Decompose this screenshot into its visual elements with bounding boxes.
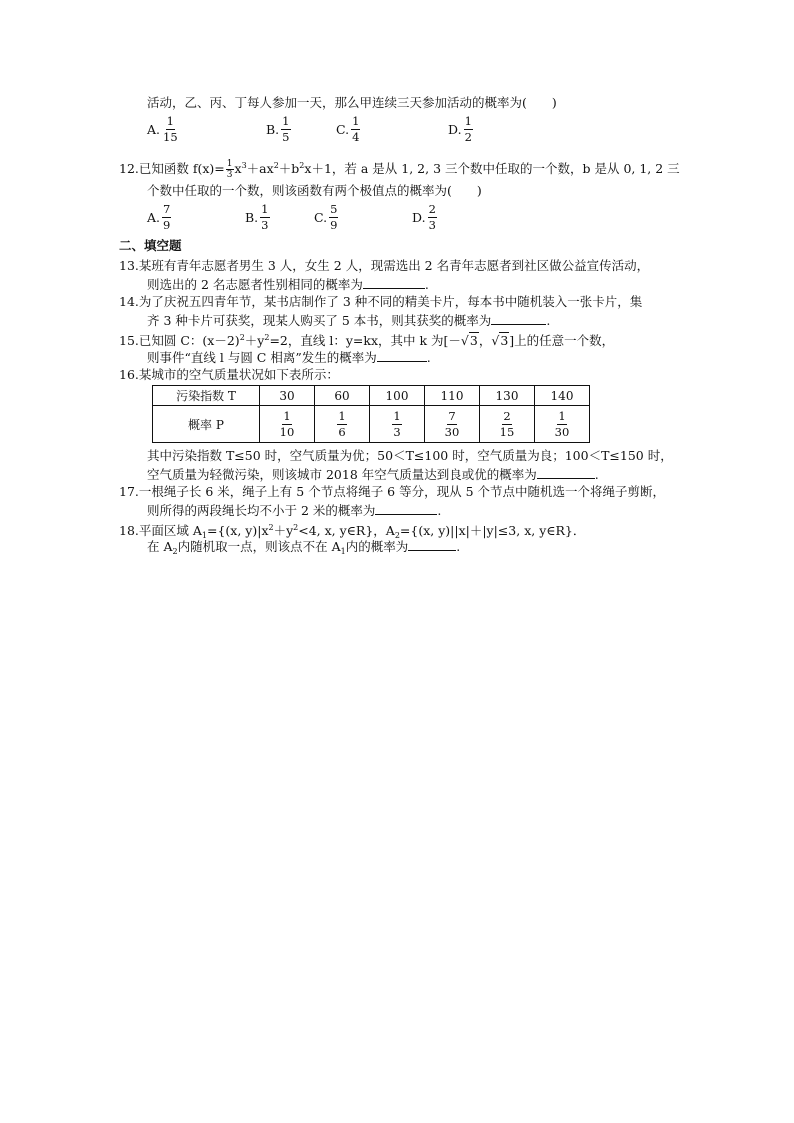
q11-option-b[interactable]: B. $\frac{1}{5}$ [266,114,290,144]
q15-line1: 15.已知圆 C：$(x-2)^2+y^2=2$，直线 l：y=kx，其中 k 为[－√3，√3]上的任意一个数， [119,333,615,348]
table-cell: 100 [370,386,425,406]
fraction: $\frac{1}{3}$ [261,202,269,232]
q17-line1: 17.一根绳子长 6 米，绳子上有 5 个节点将绳子 6 等分，现从 5 个节点中随机选一个将绳子剪断， [119,484,665,499]
q16-line1: 16.某城市的空气质量状况如下表所示： [119,367,339,382]
q16-after-line2: 空气质量为轻微污染，则该城市 2018 年空气质量达到良或优的概率为 . [147,467,599,482]
q12-option-c[interactable]: C. $\frac{5}{9}$ [314,202,338,232]
table-cell [370,406,425,443]
q14-line1: 14.为了庆祝五四青年节，某书店制作了 3 种不同的精美卡片，每本书中随机装入一张卡片，集 [119,294,643,309]
q12-options [147,202,447,240]
q15-line2: 则事件“直线 l 与圆 C 相离”发生的概率为 . [147,350,431,365]
fraction: $\frac{1}{3}$ [226,159,233,180]
table-cell: 130 [480,386,535,406]
answer-blank[interactable] [408,537,456,551]
fraction: $\frac{1}{6}$ [338,408,346,439]
fraction: $\frac{7}{9}$ [163,202,171,232]
q18-line2: 在 $A_2$内随机取一点，则该点不在 $A_1$内的概率为 . [147,539,461,556]
table-cell: 140 [535,386,590,406]
q14-line2: 齐 3 种卡片可获奖，现某人购买了 5 本书，则其获奖的概率为 . [147,313,551,328]
fraction: $\frac{1}{5}$ [282,114,290,144]
fraction: $\frac{5}{9}$ [330,202,338,232]
q11-stem: 活动，乙、丙、丁每人参加一天，那么甲连续三天参加活动的概率为( ) [147,95,557,110]
q13-line2: 则选出的 2 名志愿者性别相同的概率为 . [147,277,429,292]
q17-line2: 则所得的两段绳长均不小于 2 米的概率为 . [147,503,442,518]
fraction: $\frac{1}{30}$ [554,408,570,439]
fraction: $\frac{1}{4}$ [352,114,360,144]
sqrt-symbol: √3 [460,333,478,348]
answer-blank[interactable] [491,311,546,325]
q12-stem-line1: 12.已知函数 f(x)= $\frac{1}{3}$ $x^3+ax^2+b^2x+1$，若 a 是从 1, 2, 3 三个数中任取的一个数，b 是从 0, 1, 2 三 [119,159,680,180]
fraction: $\frac{1}{10}$ [279,408,295,439]
table-cell: 概率 P [153,406,260,443]
fraction: $\frac{2}{3}$ [428,202,436,232]
q11-option-d[interactable]: D. $\frac{1}{2}$ [448,114,472,144]
table-row [153,406,590,443]
q13-line1: 13.某班有青年志愿者男生 3 人，女生 2 人，现需选出 2 名青年志愿者到社区做公益宣传活动， [119,258,650,273]
answer-blank[interactable] [377,348,427,362]
fraction: $\frac{1}{2}$ [464,114,472,144]
table-header-row [153,386,590,406]
answer-blank[interactable] [537,465,595,479]
answer-blank[interactable] [363,275,425,289]
answer-blank[interactable] [375,501,437,515]
q11-option-a[interactable]: A. $\frac{1}{15}$ [147,114,178,144]
table-cell [535,406,590,443]
section-heading: 二、填空题 [119,238,182,253]
q12-stem-line2: 个数中任取的一个数，则该函数有两个极值点的概率为( ) [147,183,482,198]
q18-line1: 18.平面区域 $A_1=\{(x$, $y)|x^2+y^2<4$, x, y∈R}，$A_2=\{(x$, y)||x|＋|y|≤3, x, y∈R}． [119,523,586,540]
air-quality-table [152,385,590,443]
fraction: $\frac{2}{15}$ [499,408,515,439]
q12-option-d[interactable]: D. $\frac{2}{3}$ [412,202,436,232]
fraction: $\frac{1}{3}$ [393,408,401,439]
q12-option-b[interactable]: B. $\frac{1}{3}$ [245,202,269,232]
table-cell: 60 [315,386,370,406]
q11-options [147,114,497,152]
sqrt-symbol: √3 [491,333,509,348]
table-cell [425,406,480,443]
fraction: $\frac{7}{30}$ [444,408,460,439]
q11-option-c[interactable]: C. $\frac{1}{4}$ [336,114,360,144]
table-cell: 30 [260,386,315,406]
table-cell: 污染指数 T [153,386,260,406]
fraction: $\frac{1}{15}$ [163,114,178,144]
table-cell [260,406,315,443]
table-cell: 110 [425,386,480,406]
table-cell [480,406,535,443]
q12-option-a[interactable]: A. $\frac{7}{9}$ [147,202,171,232]
table-cell [315,406,370,443]
q16-after-line1: 其中污染指数 T≤50 时，空气质量为优；50＜T≤100 时，空气质量为良；100＜T≤150 时， [147,448,673,463]
